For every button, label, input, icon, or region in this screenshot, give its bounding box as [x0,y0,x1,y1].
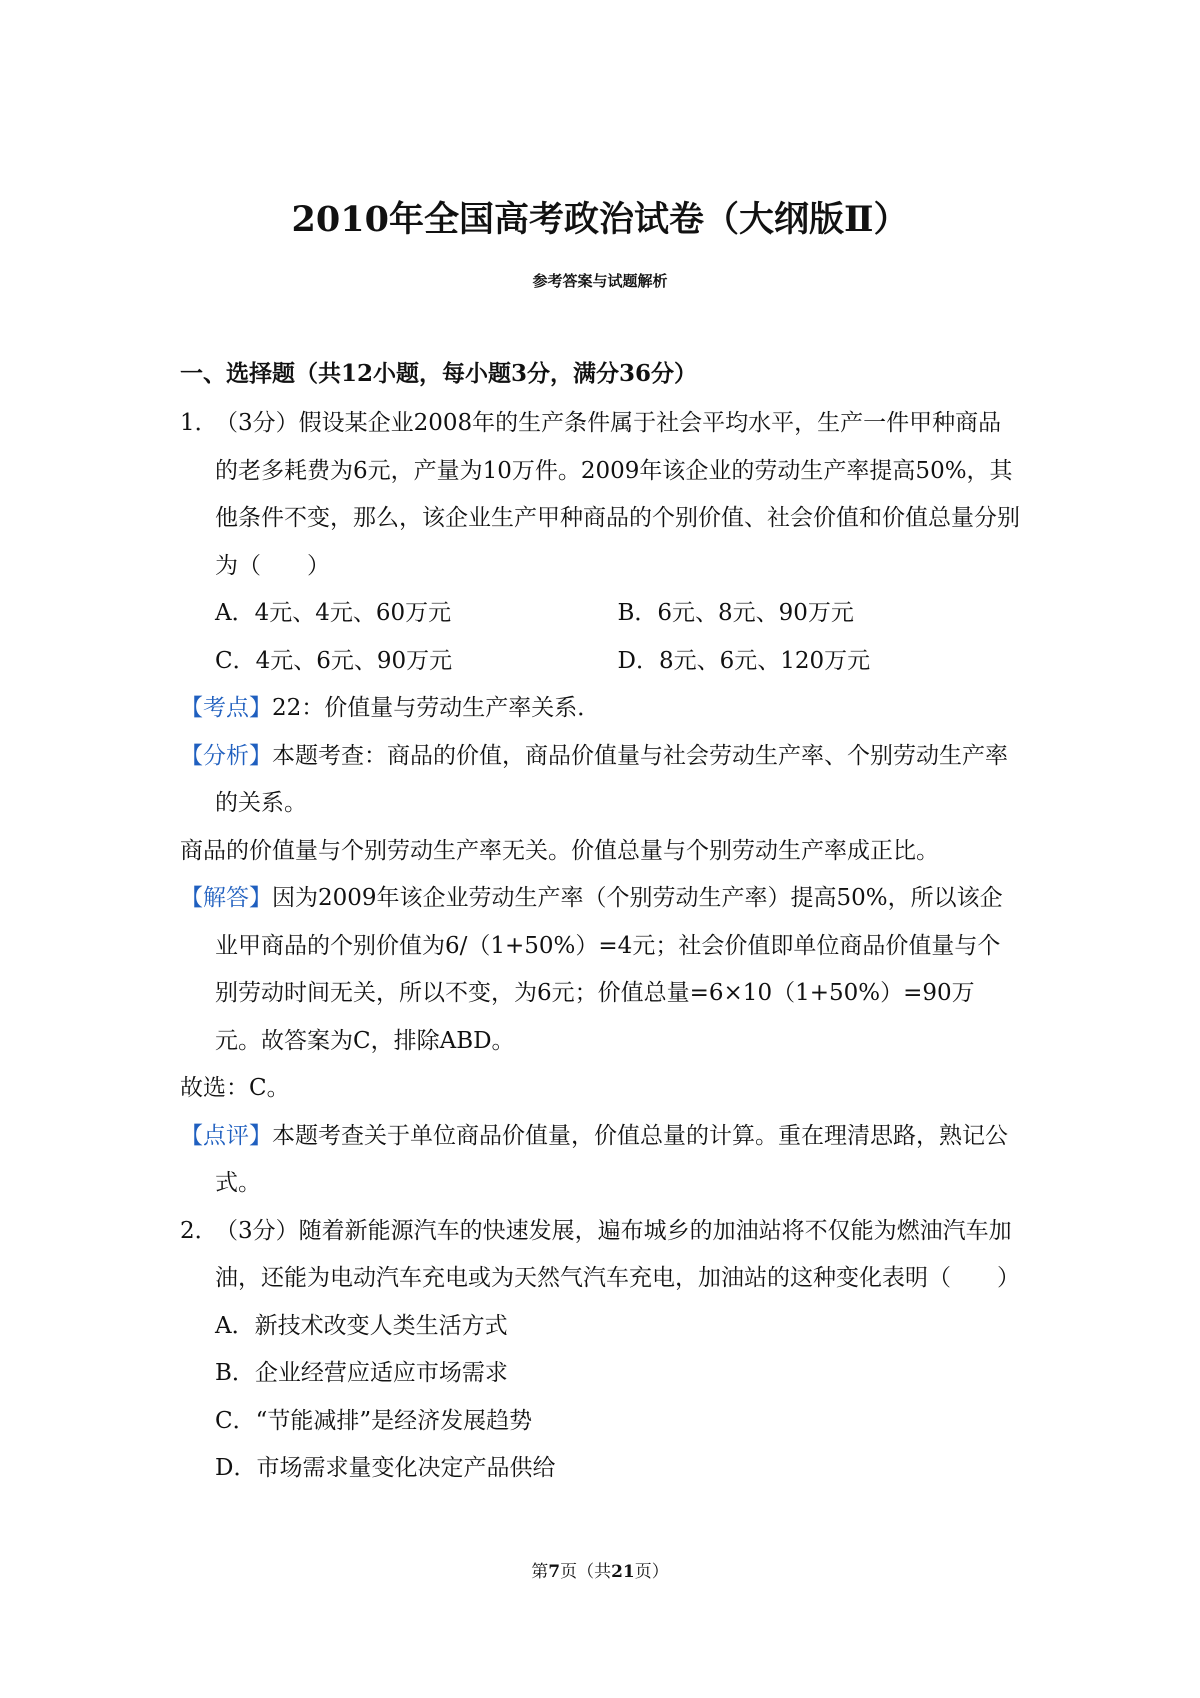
question-2-option-c: C．“节能减排”是经济发展趋势 [215,1407,533,1434]
question-1-dianping [180,1113,1020,1208]
question-2-option-b: B．企业经营应适应市场需求 [215,1360,508,1386]
question-1-fenxi [180,733,1020,828]
footer-page-number: 7 [548,1562,561,1582]
fenxi-text: 本题考查：商品的价值，商品价值量与社会劳动生产率、个别劳动生产率的关系。 [215,742,1008,816]
dianping-text: 本题考查关于单位商品价值量，价值总量的计算。重在理清思路，熟记公式。 [215,1122,1008,1196]
question-1-fenxi-extra: 商品的价值量与个别劳动生产率无关。价值总量与个别劳动生产率成正比。 [180,837,939,864]
kaodian-text: 22：价值量与劳动生产率关系． [272,695,601,721]
question-2-option-a: A．新技术改变人类生活方式 [215,1312,508,1339]
jieda-tag: 【解答】 [180,885,272,911]
footer-prefix: 第 [531,1562,549,1582]
question-1-number: 1． [180,410,218,436]
footer-middle: 页（共 [560,1562,612,1582]
question-1-options-row-1 [215,590,1020,638]
question-1-option-a: A．4元、4元、60万元 [215,600,452,626]
footer-suffix: 页） [634,1562,669,1582]
dianping-tag: 【点评】 [180,1122,272,1149]
question-1-option-d: D．8元、6元、120万元 [617,647,871,674]
section-heading: 一、选择题（共12小题，每小题3分，满分36分） [180,360,698,387]
question-2-stem [180,1208,1020,1303]
footer-total-pages: 21 [611,1562,635,1582]
jieda-text: 因为2009年该企业劳动生产率（个别劳动生产率）提高50%，所以该企业甲商品的个别价值为6/（1+50%）=4元；社会价值即单位商品价值量与个别劳动时间无关，所以不变，为6元；价值总量=6×10（1+50%）=90万元。故答案为C，排除ABD。 [215,885,1003,1054]
question-1-options-row-2 [215,638,1020,686]
question-1-option-c: C．4元、6元、90万元 [215,647,453,674]
fenxi-tag: 【分析】 [180,742,272,769]
document-title: 2010年全国高考政治试卷（大纲版Ⅱ） [291,199,909,240]
question-2-number: 2． [180,1217,218,1244]
question-1-kaodian [180,685,1020,733]
question-1-stem [180,400,1020,590]
question-2-stem-text: （3分）随着新能源汽车的快速发展，遍布城乡的加油站将不仅能为燃油汽车加油，还能为电动汽车充电或为天然气汽车充电，加油站的这种变化表明（ ） [215,1217,1020,1291]
question-1-answer: 故选：C。 [180,1075,290,1101]
kaodian-tag: 【考点】 [180,695,272,721]
question-2-option-d: D．市场需求量变化决定产品供给 [215,1455,556,1481]
content-body [180,400,1020,1493]
question-1-stem-text: （3分）假设某企业2008年的生产条件属于社会平均水平，生产一件甲种商品的老多耗费为6元，产量为10万件。2009年该企业的劳动生产率提高50%，其他条件不变，那么，该企业生产甲种商品的个别价值、社会价值和价值总量分别为（ ） [215,410,1020,579]
question-1-jieda [180,875,1020,1065]
question-1-option-b: B．6元、8元、90万元 [617,600,854,626]
page-footer [0,1560,1200,1584]
document-subtitle: 参考答案与试题解析 [532,272,668,290]
